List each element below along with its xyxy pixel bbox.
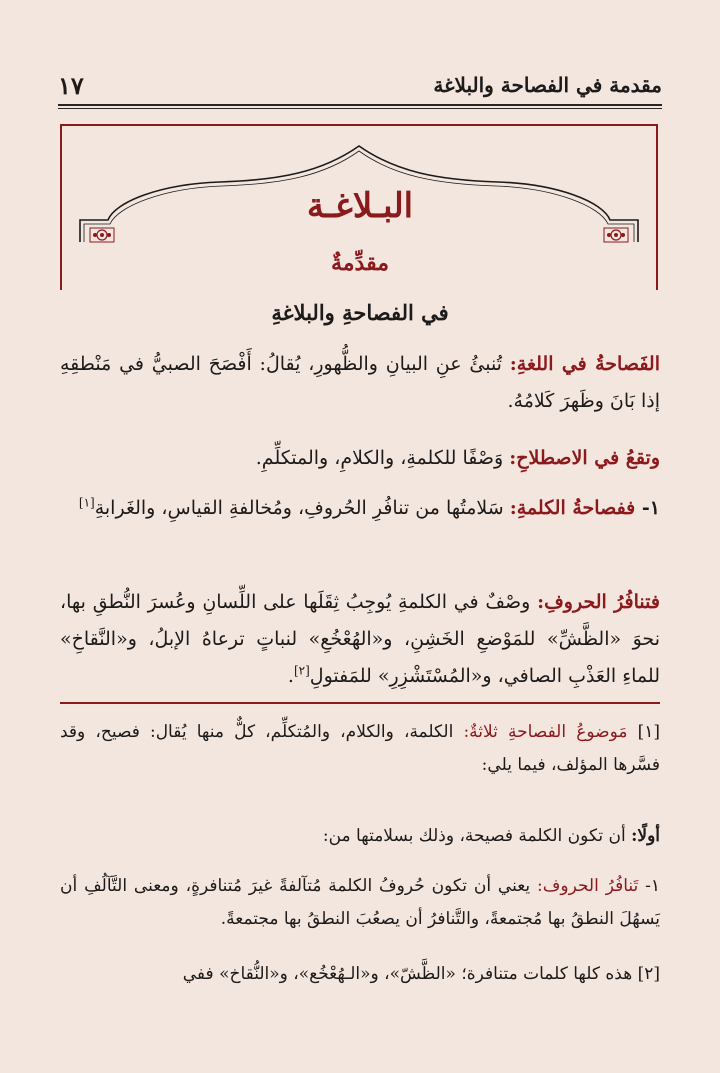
footnote-divider [60, 702, 660, 704]
term-linguistic: الفَصاحةُ في اللغةِ: [509, 353, 661, 375]
footnote-1-first-text: أن تكون الكلمة فصيحة، وذلك بسلامتها من: [322, 826, 626, 846]
footnote-2-label: [٢] [637, 964, 660, 984]
header-rule [58, 104, 662, 106]
footnote-1-label: [١] [637, 722, 661, 742]
footnote-ref-1[interactable]: [١] [78, 495, 95, 510]
section-heading: في الفصاحةِ والبلاغةِ [271, 300, 449, 325]
footnote-1-text: الكلمة، والكلام، والمُتكلِّم، كلٌّ منها يُقال: فصيح، وقد فسَّرها المؤلف، فيما يلي: [60, 722, 660, 775]
footnote-1-item-number: ١- [638, 876, 660, 896]
right-rosette-icon [604, 228, 628, 242]
footnote-ref-2[interactable]: [٢] [293, 663, 310, 678]
text-period: . [287, 665, 294, 687]
footnote-1 [60, 716, 660, 782]
text-letter-discord: وصْفٌ في الكلمةِ يُوجِبُ ثِقَلَها على اللِّسانِ وعُسرَ النُّطقِ بها، نحوَ «الظَّشِّ» للمَوْضعِ الخَشِنِ، و«الهُعْخُعِ» لنباتٍ ترعاهُ الإبلُ، و«النَّقاخِ» للماءِ العَذْبِ الصافي، و«المُسْتَشْزِرِ» للمَفتولِ [60, 591, 660, 687]
term-word-eloquence: ففصاحةُ الكلمةِ: [509, 497, 636, 519]
paragraph-word-eloquence [60, 490, 660, 527]
header-rule-thin [58, 108, 662, 109]
footnote-2-text: هذه كلها كلمات متنافرة؛ «الظَّشّ»، و«الـهُعْخُع»، و«النُّقاخ» ففي [182, 964, 633, 984]
footnote-1-term: مَوضوعُ الفصاحةِ ثلاثةٌ: [463, 722, 628, 742]
term-letter-discord: فتنافُرُ الحروفِ: [537, 591, 660, 613]
footnote-1-item-text: يعني أن تكون حُروفُ الكلمة مُتآلفةً غيرَ مُتنافرةٍ، ومعنى التَّآلُفِ أن يَسهُلَ النطقُ بها مُجتمعةً، والتَّنافرُ أن يصعُبَ النطقُ بها مجتمعةً. [60, 876, 660, 929]
footnote-1-item-term: تَنافُرُ الحروف: [537, 876, 639, 896]
chapter-subtitle: مقدِّمةٌ [330, 250, 390, 276]
item-number: ١- [635, 497, 660, 519]
page-number: ١٧ [58, 70, 84, 100]
text-linguistic: تُنبئُ عنِ البيانِ والظُّهورِ، يُقالُ: أَفْصَحَ الصبيُّ في مَنْطقِهِ إذا بَانَ وظَهرَ كَلامُهُ. [60, 353, 660, 412]
text-word-eloquence: سَلامتُها من تنافُرِ الحُروفِ، ومُخالفةِ القياسِ، والغَرابةِ [94, 497, 504, 519]
left-rosette-icon [90, 228, 114, 242]
footnote-1-item [60, 870, 660, 936]
paragraph-terminological [60, 440, 660, 477]
footnote-2 [60, 958, 660, 991]
term-terminological: وتقعُ في الاصطلاحِ: [509, 447, 660, 469]
paragraph-linguistic [60, 346, 660, 420]
chapter-title: البـلاغـة [306, 186, 414, 226]
running-title: مقدمة في الفصاحة والبلاغة [433, 73, 662, 97]
footnote-1-first [60, 820, 660, 853]
paragraph-letter-discord [60, 584, 660, 695]
text-terminological: وَصْفًا للكلمةِ، والكلامِ، والمتكلِّمِ. [255, 447, 504, 469]
footnote-1-first-label: أولًا: [631, 826, 660, 846]
page-header [58, 70, 662, 100]
